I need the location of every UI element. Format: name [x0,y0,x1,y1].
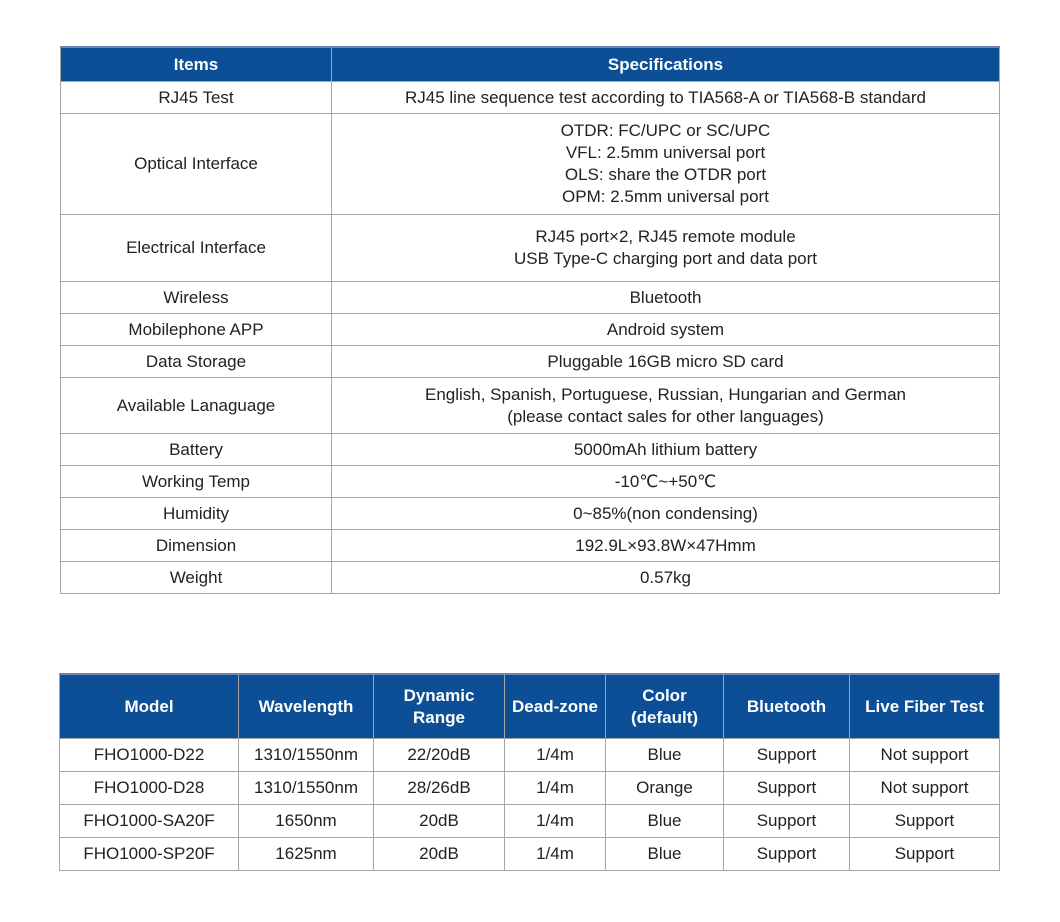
dead-zone-cell: 1/4m [505,838,606,871]
spec-value-cell [332,215,1000,282]
items-header: Items [61,47,332,82]
spec-row [61,498,1000,530]
header-line: (default) [630,707,699,727]
color-cell: Orange [606,772,724,805]
spec-row [61,215,1000,282]
live-fiber-test-cell: Not support [850,739,1000,772]
spec-row [61,378,1000,434]
specifications-header: Specifications [332,47,1000,82]
header-line: Live Fiber Test [865,696,984,716]
bluetooth-cell: Support [724,739,850,772]
color-header [606,674,724,739]
spec-value-line: OPM: 2.5mm universal port [562,187,769,206]
header-line: Range [413,707,465,727]
model-cell: FHO1000-SP20F [60,838,239,871]
model-row [60,772,1000,805]
spec-item-cell: Working Temp [61,466,332,498]
wavelength-cell: 1625nm [239,838,374,871]
spec-item-cell: Data Storage [61,346,332,378]
spec-row [61,114,1000,215]
spec-value-cell [332,114,1000,215]
live-fiber-test-header [850,674,1000,739]
model-header [60,674,239,739]
dynamic-range-header [374,674,505,739]
spec-value-line: RJ45 port×2, RJ45 remote module [535,227,796,246]
header-line: Dynamic [403,685,475,705]
spec-header-row [61,47,1000,82]
wavelength-cell: 1650nm [239,805,374,838]
header-line: Bluetooth [746,696,827,716]
spec-value-cell [332,466,1000,498]
spec-row [61,434,1000,466]
spec-row [61,82,1000,114]
wavelength-cell: 1310/1550nm [239,772,374,805]
dead-zone-cell: 1/4m [505,805,606,838]
spec-value-line: OTDR: FC/UPC or SC/UPC [560,121,771,140]
dynamic-range-cell: 20dB [374,838,505,871]
live-fiber-test-cell: Support [850,838,1000,871]
dead-zone-header [505,674,606,739]
spec-value-line: Pluggable 16GB micro SD card [547,351,784,371]
spec-value-line: 0.57kg [639,567,692,587]
header-line: Dead-zone [512,696,598,716]
spec-value-cell [332,530,1000,562]
color-cell: Blue [606,805,724,838]
dynamic-range-cell: 28/26dB [374,772,505,805]
spec-value-line: RJ45 line sequence test according to TIA568-A or TIA568-B standard [404,87,926,107]
header-line: Model [124,696,174,716]
spec-item-cell: Battery [61,434,332,466]
spec-value-line: 5000mAh lithium battery [573,439,758,459]
spec-value-cell [332,282,1000,314]
model-cell: FHO1000-SA20F [60,805,239,838]
spec-row [61,466,1000,498]
spec-value-cell [332,82,1000,114]
spec-row [61,314,1000,346]
spec-value-line: English, Spanish, Portuguese, Russian, Hungarian and German [424,384,906,404]
model-comparison-table [59,673,1000,871]
model-cell: FHO1000-D22 [60,739,239,772]
spec-row [61,530,1000,562]
spec-value-line: (please contact sales for other languages) [507,406,824,426]
spec-item-cell: RJ45 Test [61,82,332,114]
model-row [60,805,1000,838]
color-cell: Blue [606,838,724,871]
bluetooth-header [724,674,850,739]
spec-item-cell: Humidity [61,498,332,530]
spec-value-cell [332,346,1000,378]
header-line: Wavelength [258,696,354,716]
spec-item-cell: Wireless [61,282,332,314]
spec-value-line: USB Type-C charging port and data port [513,249,818,268]
spec-value-line: -10℃~+50℃ [614,471,717,491]
spec-row [61,346,1000,378]
spec-value-line: Android system [606,319,725,339]
spec-value-cell [332,562,1000,594]
color-cell: Blue [606,739,724,772]
specifications-table [60,46,1000,594]
wavelength-header [239,674,374,739]
bluetooth-cell: Support [724,772,850,805]
live-fiber-test-cell: Support [850,805,1000,838]
wavelength-cell: 1310/1550nm [239,739,374,772]
bluetooth-cell: Support [724,805,850,838]
dead-zone-cell: 1/4m [505,772,606,805]
dynamic-range-cell: 20dB [374,805,505,838]
spec-item-cell: Available Lanaguage [61,378,332,434]
model-row [60,739,1000,772]
spec-value-cell [332,314,1000,346]
live-fiber-test-cell: Not support [850,772,1000,805]
spec-item-cell: Optical Interface [61,114,332,215]
spec-row [61,282,1000,314]
dynamic-range-cell: 22/20dB [374,739,505,772]
spec-value-line: 192.9L×93.8W×47Hmm [575,535,756,555]
spec-item-cell: Mobilephone APP [61,314,332,346]
spec-item-cell: Electrical Interface [61,215,332,282]
bluetooth-cell: Support [724,838,850,871]
header-line: Color [642,685,687,705]
dead-zone-cell: 1/4m [505,739,606,772]
spec-value-line: VFL: 2.5mm universal port [565,143,766,162]
model-row [60,838,1000,871]
spec-row [61,562,1000,594]
spec-value-line: 0~85%(non condensing) [573,503,758,523]
spec-value-line: OLS: share the OTDR port [564,165,767,184]
spec-value-cell [332,378,1000,434]
spec-value-cell [332,498,1000,530]
spec-value-cell [332,434,1000,466]
spec-value-line: Bluetooth [629,287,702,307]
model-cell: FHO1000-D28 [60,772,239,805]
spec-item-cell: Dimension [61,530,332,562]
spec-item-cell: Weight [61,562,332,594]
model-header-row [60,674,1000,739]
